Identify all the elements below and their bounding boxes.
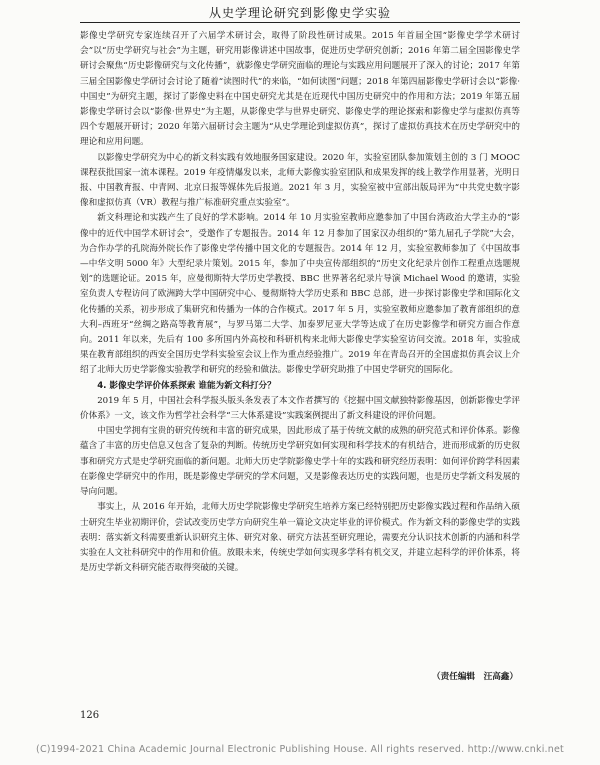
- section-heading: 4. 影像史学评价体系探索 谁能为新文科打分？: [97, 380, 276, 391]
- paragraph-symposia: 影像史学研究专家连续召开了六届学术研讨会，取得了阶段性研讨成果。2015 年首届全国“影像史学学术研讨会”以“历史学研究与社会”为主题，研究用影像讲述中国故事，促进历史学研究创新；2016 年第二届全国影像史学研讨会聚焦“历史影像研究与文化传播”，就影像史学研究面临的理论与实践应用问题展开了深入的讨论；2017 年第三届全国影像史学研讨会讨论了随着“读图时代”的来临，“如何读图”问题；2018 年第四届影像史学研讨会以“影像·中国史”为研究主题，探讨了影像史料在中国史研究尤其是在近现代中国历史研究中的作用和方法；2019 年第五届影像史学研讨会以“影像·世界史”为主题，从影像史学与世界史研究、影像史学的理论探索和影像史学与虚拟仿真等四个专题展开研讨；2020 年第六届研讨会主题为“从史学理论到虚拟仿真”，探讨了虚拟仿真技术在历史学研究中的理论和应用问题。: [80, 31, 520, 148]
- article-body: [80, 29, 520, 576]
- paragraph-evaluation-article: 2019 年 5 月，中国社会科学报头版头条发表了本文作者撰写的《挖掘中国文献独特影像基因，创新影像史学评价体系》一文，该文作为哲学社会科学“三大体系建设”实践案例提出了新文科建设的评价问题。: [80, 395, 520, 422]
- paragraph-research-paradigm: 中国史学拥有宝贵的研究传统和丰富的研究成果，因此形成了基于传统文献的成熟的研究范式和评价体系。影像蕴含了丰富的历史信息又包含了复杂的判断。传统历史学研究如何实现和科学技术的有机结合，进而形成新的历史叙事和研究方式是史学研究面临的新问题。北师大历史学院影像史学十年的实践和研究经历表明：如何评价跨学科因素在影像史学研究中的作用，既是影像史学研究的学术问题，又是影像表达历史的实践问题，也是历史学新文科发展的导向问题。: [80, 426, 520, 498]
- paragraph-graduate-evaluation: 事实上，从 2016 年开始，北师大历史学院影像史学研究生培养方案已经特别把历史影像实践过程和作品纳入硕士研究生毕业初期评价，尝试改变历史学方向研究生单一篇论文决定毕业的评价模式。作为新文科的影像史学的实践表明：落实新文科需要重新认识研究主体、研究对象、研究方法甚至研究理论，需要充分认识技术创新的内涵和科学实验在人文社科研究中的作用和价值。放眼未来，传统史学如何实现多学科有机交叉，并建立起科学的评价体系，将是历史学新文科研究能否取得突破的关键。: [80, 502, 520, 574]
- header-rule: [80, 22, 520, 23]
- paragraph-academic-influence: 新文科理论和实践产生了良好的学术影响。2014 年 10 月实验室教师应邀参加了中国台湾政治大学主办的“影像中的近代中国学术研讨会”，受邀作了专题报告。2014 年 12 月参加了国家汉办组织的“第九届孔子学院”大会，为合作办学的孔院海外院长作了影像史学传播中国文化的专题报告。2014 年 12 月，实验室教师参加了《中国故事—中华文明 5000 年》大型纪录片策划。2015 年，参加了中央宣传部组织的“历史文化纪录片创作工程重点选题规划”的选题论证。2015 年，应曼彻斯特大学历史学教授、BBC 世界著名纪录片导演 Michael Wood 的邀请，实验室负责人专程访问了欧洲跨大学中国研究中心、曼彻斯特大学历史系和 BBC 总部，进一步探讨影像史学和国际化文化传播的关系，初步形成了集研究和传播为一体的合作模式。2017 年 5 月，实验室教师应邀参加了教育部组织的意大利–西班牙“丝绸之路高等教育展”，与罗马第二大学、加泰罗尼亚大学等达成了在历史影像学和研究方面合作意向。2011 年以来，先后有 100 多所国内外高校和科研机构来北师大影像史学实验室访问交流。2018 年，实验成果在教育部组织的西安全国历史学科实验室会议上作为重点经验推广。2019 年在青岛召开的全国虚拟仿真会议上介绍了北师大历史学影像实验教学和研究的经验和做法。影像史学研究助推了中国史学研究的国际化。: [80, 213, 520, 376]
- paragraph-national-service: 以影像史学研究为中心的新文科实践有效地服务国家建设。2020 年，实验室团队参加策划主创的 3 门 MOOC 课程获批国家一流本课程。2019 年疫情爆发以来，北师大影像实验室团队和成果发挥的线上教学作用显著，光明日报、中国教育报、中青网、北京日报等媒体先后报道。2021 年 3 月，实验室被中宣部出版局评为“中共党史数字影像和虚拟仿真（VR）教程与推广标准研究重点实验室”。: [80, 152, 520, 209]
- page-number: 126: [80, 710, 100, 721]
- running-head-title: 从史学理论研究到影像史学实验: [208, 6, 391, 20]
- editor-credit: （责任编辑 汪高鑫）: [432, 672, 518, 682]
- copyright-footer: (C)1994-2021 China Academic Journal Electronic Publishing House. All rights reserved. http://www.cnki.net: [36, 744, 564, 755]
